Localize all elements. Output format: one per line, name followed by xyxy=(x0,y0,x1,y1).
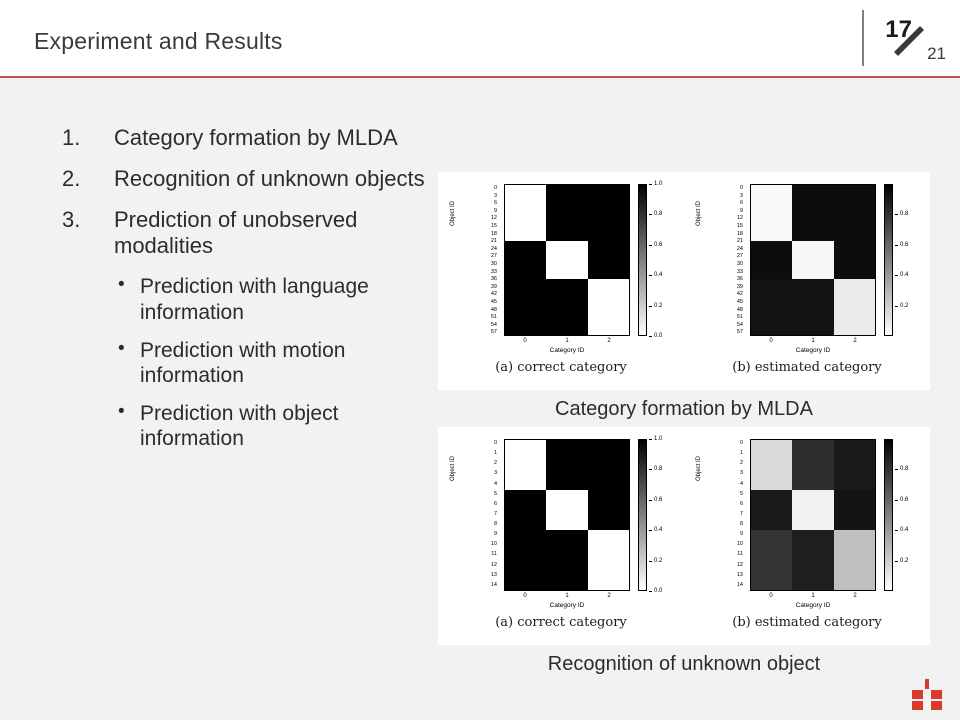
list-item-label: Recognition of unknown objects xyxy=(114,165,425,191)
heatmap-panel-correct xyxy=(438,427,684,645)
y-axis-label: Object ID xyxy=(450,200,456,226)
heatmap-cell xyxy=(588,490,629,530)
bullet-icon: • xyxy=(118,337,125,359)
heatmap-cell xyxy=(505,530,546,590)
colorbar xyxy=(884,184,893,336)
sub-list-item-label: Prediction with object information xyxy=(140,401,339,451)
y-axis-ticks xyxy=(708,184,746,336)
panel-caption: (b) estimated category xyxy=(732,360,882,375)
heatmap-cell xyxy=(588,279,629,335)
y-tick-label: 42 xyxy=(736,291,743,298)
list-item-number: 1. xyxy=(62,125,81,150)
colorbar-tick-label: 0.2 xyxy=(654,302,663,309)
y-tick-label: 10 xyxy=(490,541,497,548)
y-tick-label: 9 xyxy=(739,531,743,538)
heatmap-cell xyxy=(546,490,587,530)
heatmap-plot xyxy=(504,439,630,591)
colorbar-tick-label: 0.2 xyxy=(900,302,909,309)
y-tick-label: 45 xyxy=(736,299,743,305)
colorbar-tick-label: 0.0 xyxy=(654,588,663,594)
x-tick-label: 2 xyxy=(853,338,857,344)
y-tick-label: 3 xyxy=(739,192,743,199)
y-tick-label: 4 xyxy=(739,480,743,487)
heatmap-cell xyxy=(505,279,546,335)
y-tick-label: 4 xyxy=(493,480,497,487)
sub-list-item-label: Prediction with motion information xyxy=(140,338,346,388)
colorbar-tick-label: 0.8 xyxy=(900,466,909,473)
y-tick-label: 2 xyxy=(739,460,743,467)
y-tick-label: 7 xyxy=(739,510,743,517)
y-tick-label: 0 xyxy=(739,440,743,446)
y-tick-label: 13 xyxy=(490,571,497,578)
y-axis-ticks xyxy=(462,439,500,591)
y-tick-label: 12 xyxy=(490,561,497,568)
red-robot-logo-icon xyxy=(910,678,944,712)
list-item-label: Category formation by MLDA xyxy=(114,125,398,150)
y-tick-label: 2 xyxy=(493,460,497,467)
slide-header xyxy=(0,0,960,78)
x-axis-label: Category ID xyxy=(549,347,585,354)
panel-caption: (a) correct category xyxy=(495,360,627,375)
heatmap-cell xyxy=(834,279,875,335)
heatmap-cell xyxy=(751,530,792,590)
heatmap-plot xyxy=(504,184,630,336)
heatmap-cell xyxy=(505,440,546,490)
heatmap-cell xyxy=(834,241,875,279)
colorbar-ticks xyxy=(895,439,925,591)
y-tick-label: 6 xyxy=(493,500,497,507)
heatmap-cell xyxy=(546,440,587,490)
list-item xyxy=(62,166,442,193)
y-tick-label: 12 xyxy=(736,215,743,222)
heatmap-panel-estimated xyxy=(684,172,930,390)
figure-image xyxy=(438,172,930,390)
y-tick-label: 6 xyxy=(739,500,743,507)
y-tick-label: 36 xyxy=(736,276,743,283)
y-tick-label: 48 xyxy=(490,306,497,313)
y-tick-label: 9 xyxy=(739,207,743,214)
heatmap-cell xyxy=(751,241,792,279)
x-tick-label: 0 xyxy=(523,593,527,599)
sub-list-item xyxy=(118,401,442,452)
heatmap-cell xyxy=(751,440,792,490)
y-tick-label: 48 xyxy=(736,306,743,313)
colorbar-tick-label: 0.4 xyxy=(900,272,909,279)
sub-list-item xyxy=(118,338,442,389)
heatmap-cell xyxy=(792,241,833,279)
y-tick-label: 11 xyxy=(737,551,743,558)
heatmap-cell xyxy=(751,185,792,241)
x-tick-label: 2 xyxy=(607,338,611,344)
y-tick-label: 14 xyxy=(490,581,497,588)
colorbar-tick-label: 0.4 xyxy=(900,527,909,534)
heatmap-cell xyxy=(546,279,587,335)
colorbar-tick-label: 0.8 xyxy=(654,211,663,218)
y-tick-label: 3 xyxy=(739,470,743,477)
heatmap-cell xyxy=(751,490,792,530)
colorbar-ticks xyxy=(895,184,925,336)
y-tick-label: 39 xyxy=(736,283,743,290)
heatmap-panel-estimated xyxy=(684,427,930,645)
y-tick-label: 5 xyxy=(493,490,497,497)
y-tick-label: 27 xyxy=(490,253,497,260)
y-tick-label: 33 xyxy=(490,268,497,275)
heatmap-cell xyxy=(834,530,875,590)
list-item-number: 3. xyxy=(62,206,81,232)
colorbar xyxy=(638,439,647,591)
x-tick-label: 1 xyxy=(565,593,569,599)
colorbar xyxy=(638,184,647,336)
heatmap-cell xyxy=(588,530,629,590)
heatmap-cell xyxy=(505,185,546,241)
colorbar-tick-label: 0.6 xyxy=(900,496,909,503)
y-tick-label: 21 xyxy=(490,238,497,245)
y-tick-label: 5 xyxy=(739,490,743,497)
heatmap-cell xyxy=(792,530,833,590)
colorbar-tick-label: 1.0 xyxy=(654,436,663,442)
colorbar-tick-label: 0.6 xyxy=(654,496,663,503)
heatmap-cell xyxy=(834,185,875,241)
figure-image xyxy=(438,427,930,645)
figure-category-formation xyxy=(438,172,930,421)
y-tick-label: 57 xyxy=(490,329,497,336)
y-tick-label: 30 xyxy=(490,261,497,267)
y-tick-label: 57 xyxy=(736,329,743,336)
y-tick-label: 13 xyxy=(736,571,743,578)
y-tick-label: 7 xyxy=(493,510,497,517)
heatmap-cell xyxy=(505,241,546,279)
y-tick-label: 24 xyxy=(736,245,743,252)
y-tick-label: 6 xyxy=(493,200,497,207)
x-tick-label: 1 xyxy=(811,338,815,344)
content-list xyxy=(62,125,442,464)
y-tick-label: 0 xyxy=(739,185,743,191)
colorbar-tick-label: 0.4 xyxy=(654,527,663,534)
colorbar-tick-label: 0.6 xyxy=(900,241,909,248)
y-tick-label: 10 xyxy=(736,541,743,548)
heatmap-cell xyxy=(505,490,546,530)
y-tick-label: 18 xyxy=(736,230,743,237)
bullet-icon: • xyxy=(118,400,125,422)
x-axis-label: Category ID xyxy=(549,602,585,609)
y-tick-label: 8 xyxy=(739,521,743,528)
page-number-current: 17 xyxy=(885,16,912,43)
colorbar-tick-label: 1.0 xyxy=(654,181,663,187)
y-axis-ticks xyxy=(462,184,500,336)
sub-list-item xyxy=(118,274,442,325)
panel-caption: (b) estimated category xyxy=(732,615,882,630)
x-tick-label: 2 xyxy=(853,593,857,599)
y-tick-label: 54 xyxy=(490,321,497,328)
heatmap-cell xyxy=(546,530,587,590)
heatmap-cell xyxy=(792,490,833,530)
y-tick-label: 51 xyxy=(736,314,743,321)
y-axis-label: Object ID xyxy=(696,200,702,226)
y-tick-label: 6 xyxy=(739,200,743,207)
colorbar-tick-label: 0.0 xyxy=(654,333,663,339)
y-tick-label: 9 xyxy=(493,207,497,214)
colorbar-tick-label: 0.8 xyxy=(654,466,663,473)
x-tick-label: 2 xyxy=(607,593,611,599)
y-tick-label: 15 xyxy=(736,223,743,229)
x-tick-label: 0 xyxy=(523,338,527,344)
x-tick-label: 0 xyxy=(769,593,773,599)
y-tick-label: 0 xyxy=(493,185,497,191)
y-tick-label: 24 xyxy=(490,245,497,252)
heatmap-cell xyxy=(834,490,875,530)
heatmap-cell xyxy=(751,279,792,335)
header-divider xyxy=(862,10,864,66)
colorbar-tick-label: 0.8 xyxy=(900,211,909,218)
heatmap-panel-correct xyxy=(438,172,684,390)
list-item-label: Prediction of unobserved modalities xyxy=(114,206,358,259)
heatmap-cell xyxy=(546,241,587,279)
heatmap-cell xyxy=(588,185,629,241)
heatmap-plot xyxy=(750,439,876,591)
figure-recognition-unknown xyxy=(438,427,930,676)
bullet-icon: • xyxy=(118,274,125,296)
page-number-total: 21 xyxy=(927,44,946,63)
heatmap-cell xyxy=(588,440,629,490)
y-tick-label: 12 xyxy=(490,215,497,222)
y-tick-label: 11 xyxy=(491,551,497,558)
x-tick-label: 1 xyxy=(811,593,815,599)
y-tick-label: 1 xyxy=(739,450,743,457)
x-axis-label: Category ID xyxy=(795,347,831,354)
y-axis-ticks xyxy=(708,439,746,591)
y-tick-label: 39 xyxy=(490,283,497,290)
y-tick-label: 54 xyxy=(736,321,743,328)
colorbar-tick-label: 0.4 xyxy=(654,272,663,279)
y-tick-label: 45 xyxy=(490,299,497,305)
heatmap-cell xyxy=(834,440,875,490)
list-item xyxy=(62,207,442,261)
y-tick-label: 1 xyxy=(493,450,497,457)
y-tick-label: 0 xyxy=(493,440,497,446)
x-tick-label: 1 xyxy=(565,338,569,344)
y-tick-label: 51 xyxy=(490,314,497,321)
y-axis-label: Object ID xyxy=(450,455,456,481)
x-tick-label: 0 xyxy=(769,338,773,344)
heatmap-cell xyxy=(792,440,833,490)
y-tick-label: 18 xyxy=(490,230,497,237)
y-tick-label: 27 xyxy=(736,253,743,260)
figure-caption: Recognition of unknown object xyxy=(547,653,821,675)
y-tick-label: 30 xyxy=(736,261,743,267)
page-slash-icon xyxy=(894,24,924,58)
colorbar xyxy=(884,439,893,591)
heatmap-cell xyxy=(546,185,587,241)
figure-caption: Category formation by MLDA xyxy=(555,398,813,420)
y-tick-label: 14 xyxy=(736,581,743,588)
y-tick-label: 42 xyxy=(490,291,497,298)
list-item-number: 2. xyxy=(62,165,81,191)
y-tick-label: 12 xyxy=(736,561,743,568)
heatmap-cell xyxy=(588,241,629,279)
y-tick-label: 21 xyxy=(736,238,743,245)
colorbar-tick-label: 0.6 xyxy=(654,241,663,248)
colorbar-ticks xyxy=(649,436,679,594)
list-item xyxy=(62,125,442,152)
sub-list-item-label: Prediction with language information xyxy=(140,275,369,324)
y-tick-label: 33 xyxy=(736,268,743,275)
heatmap-cell xyxy=(792,185,833,241)
colorbar-tick-label: 0.2 xyxy=(900,557,909,564)
y-tick-label: 3 xyxy=(493,192,497,199)
y-tick-label: 3 xyxy=(493,470,497,477)
colorbar-ticks xyxy=(649,181,679,339)
page-title: Experiment and Results xyxy=(34,28,283,54)
y-axis-label: Object ID xyxy=(696,455,702,481)
colorbar-tick-label: 0.2 xyxy=(654,557,663,564)
y-tick-label: 8 xyxy=(493,521,497,528)
y-tick-label: 15 xyxy=(490,223,497,229)
heatmap-plot xyxy=(750,184,876,336)
x-axis-label: Category ID xyxy=(795,602,831,609)
heatmap-cell xyxy=(792,279,833,335)
y-tick-label: 9 xyxy=(493,531,497,538)
panel-caption: (a) correct category xyxy=(495,615,627,630)
y-tick-label: 36 xyxy=(490,276,497,283)
